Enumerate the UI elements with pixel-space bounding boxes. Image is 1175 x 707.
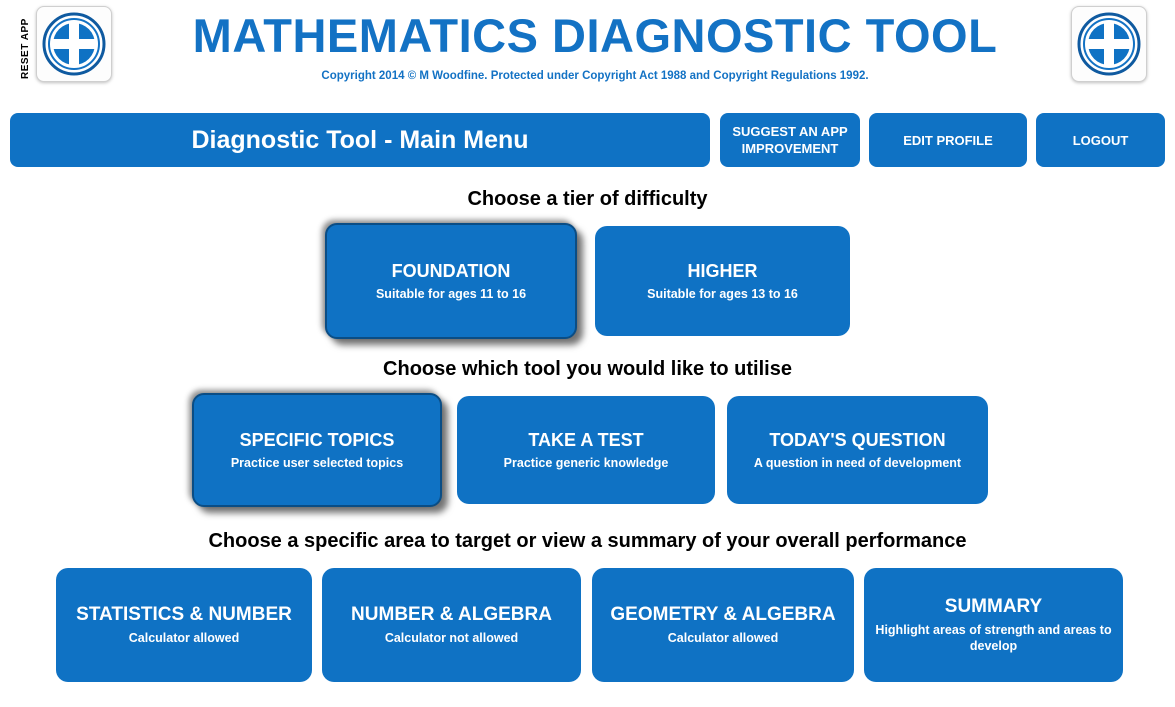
tool-specific-topics-title: SPECIFIC TOPICS (239, 430, 395, 450)
area-summary-title: SUMMARY (944, 596, 1043, 617)
tool-specific-topics-subtitle: Practice user selected topics (230, 456, 404, 470)
copyright-text: Copyright 2014 © M Woodfine. Protected under Copyright Act 1988 and Copyright Regulations 1992. (321, 70, 869, 82)
blue-cross-circle-logo-icon (1072, 12, 1146, 76)
area-heading: Choose a specific area to target or view a summary of your overall performance (208, 530, 967, 552)
area-summary-subtitle: Highlight areas of strength and areas to develop (875, 623, 1112, 653)
menu-title: Diagnostic Tool - Main Menu (10, 113, 710, 167)
tier-button-higher[interactable] (595, 226, 850, 336)
tier-heading: Choose a tier of difficulty (467, 188, 708, 210)
tier-button-foundation[interactable] (325, 223, 577, 339)
tool-take-a-test-title: TAKE A TEST (528, 430, 644, 450)
tier-higher-title: HIGHER (687, 261, 758, 281)
area-number-algebra-subtitle: Calculator not allowed (384, 631, 519, 645)
page-title: MATHEMATICS DIAGNOSTIC TOOL (192, 9, 998, 62)
tool-todays-question-subtitle: A question in need of development (753, 456, 962, 470)
logo-right (1071, 6, 1147, 82)
menu-bar (10, 113, 1165, 167)
tier-foundation-title: FOUNDATION (391, 261, 511, 281)
reset-app-button[interactable]: RESET APP (20, 18, 31, 80)
tier-higher-subtitle: Suitable for ages 13 to 16 (647, 287, 798, 301)
area-button-geometry-algebra[interactable] (592, 568, 854, 682)
area-geometry-algebra-subtitle: Calculator allowed (667, 631, 779, 645)
tool-take-a-test-subtitle: Practice generic knowledge (503, 456, 669, 470)
edit-profile-button[interactable]: EDIT PROFILE (869, 113, 1027, 167)
area-button-statistics-number[interactable] (56, 568, 312, 682)
suggest-improvement-button[interactable]: SUGGEST AN APP IMPROVEMENT (720, 113, 860, 167)
tool-button-specific-topics[interactable] (192, 393, 442, 507)
tool-heading: Choose which tool you would like to utilise (383, 358, 792, 380)
area-statistics-number-title: STATISTICS & NUMBER (76, 604, 292, 625)
tool-todays-question-title: TODAY'S QUESTION (769, 430, 946, 450)
tier-foundation-subtitle: Suitable for ages 11 to 16 (375, 287, 527, 301)
tool-button-take-a-test[interactable] (457, 396, 715, 504)
logo-left (36, 6, 112, 82)
tool-button-todays-question[interactable] (727, 396, 988, 504)
area-button-number-algebra[interactable] (322, 568, 581, 682)
area-geometry-algebra-title: GEOMETRY & ALGEBRA (610, 604, 836, 625)
blue-cross-circle-logo-icon (37, 12, 111, 76)
area-number-algebra-title: NUMBER & ALGEBRA (351, 604, 552, 625)
area-button-summary[interactable] (864, 568, 1123, 682)
area-statistics-number-subtitle: Calculator allowed (128, 631, 240, 645)
app-header (0, 0, 1175, 100)
logout-button[interactable]: LOGOUT (1036, 113, 1165, 167)
title-block (130, 4, 1060, 82)
